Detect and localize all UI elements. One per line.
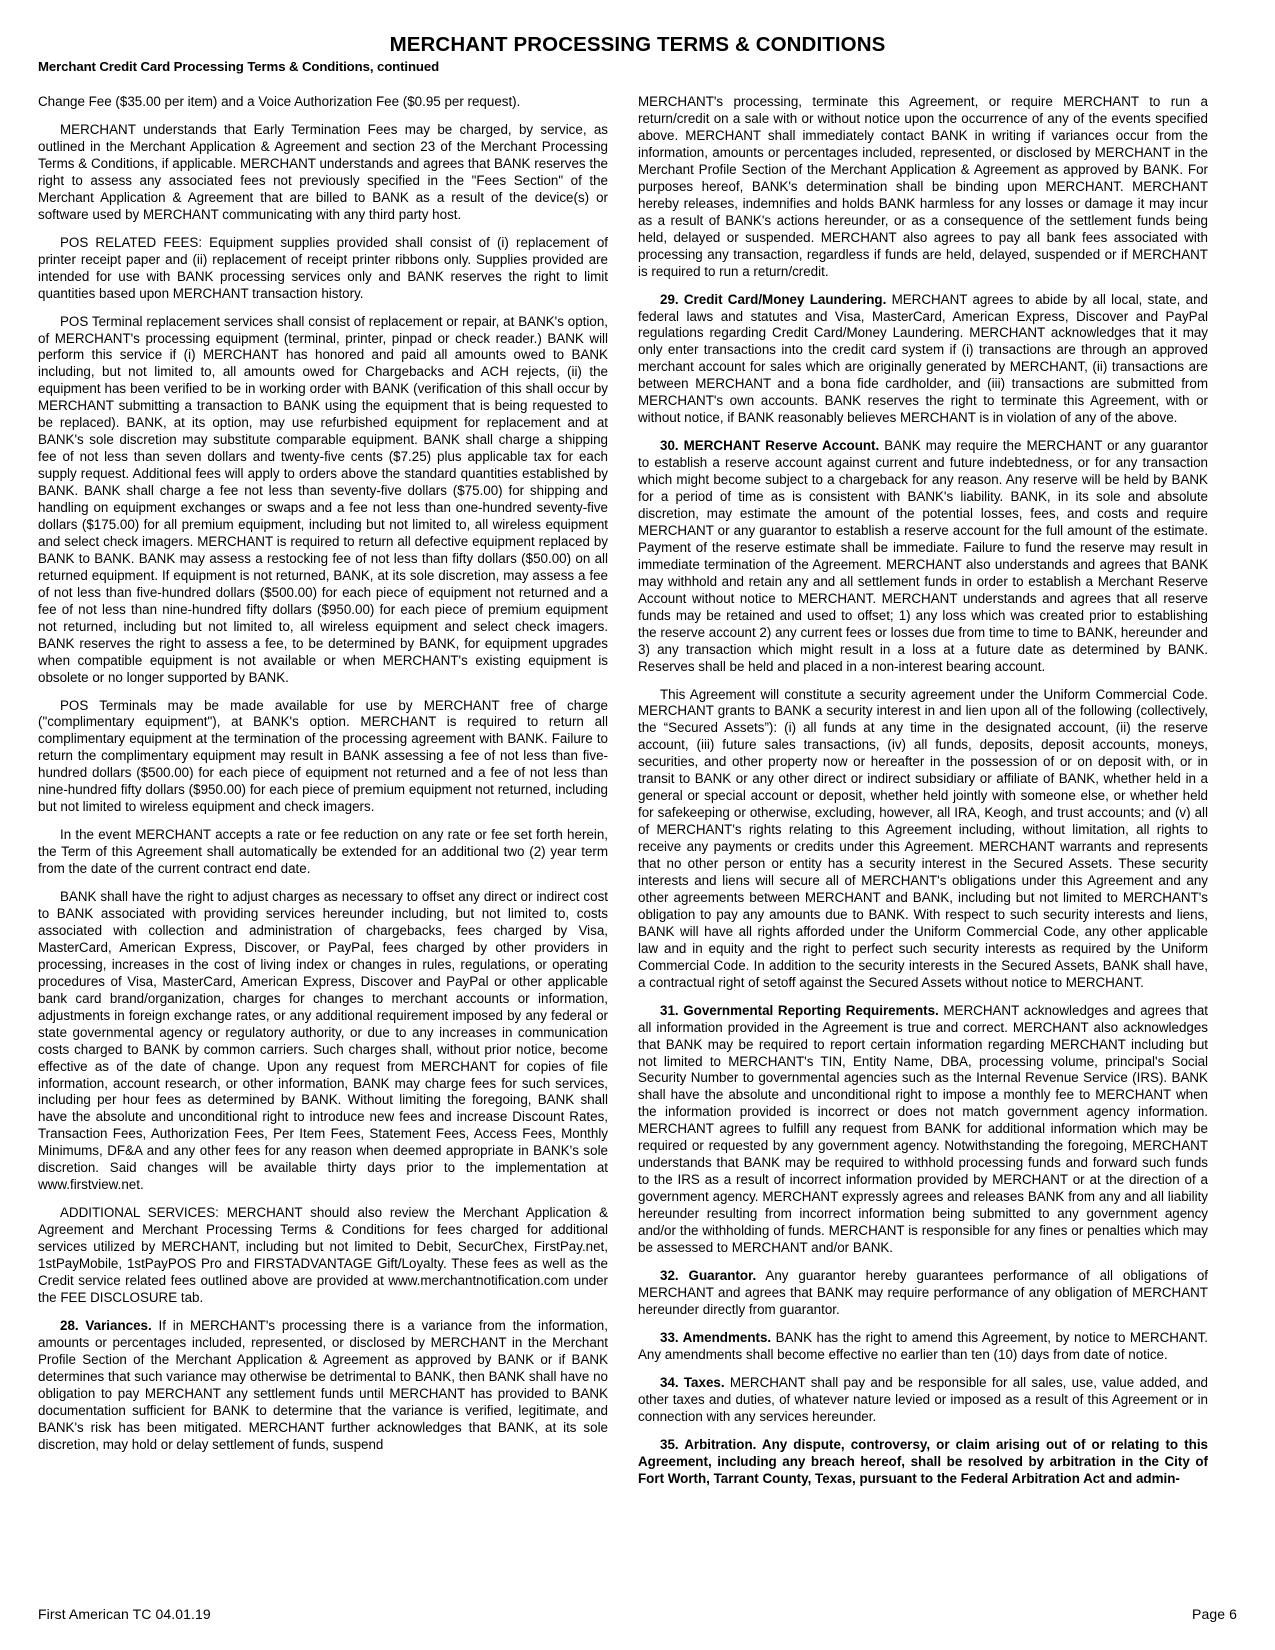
- paragraph-text: BANK has the right to amend this Agreement, by notice to MERCHANT. Any amendments shall become effective no earlier than ten (10) days from date of notice.: [638, 1329, 1208, 1362]
- paragraph: [638, 1268, 1208, 1319]
- footer-page-number: Page 6: [1192, 1606, 1237, 1622]
- paragraph-text: MERCHANT acknowledges and agrees that all information provided in the Agreement is true and correct. MERCHANT also acknowledges that BANK may be required to report certain information regarding MERCHANT including but not limited to MERCHANT's TIN, Entity Name, DBA, processing volume, principal's Social Security Number to governmental agencies such as the Internal Revenue Service (IRS). BANK shall have the absolute and unconditional right to impose a monthly fee to MERCHANT when the information provided is incorrect or does not match government agency information. MERCHANT agrees to fulfill any request from BANK for additional information which may be required or requested by any government agency. Notwithstanding the foregoing, MERCHANT understands that BANK may be required to withhold processing funds and forward such funds to the IRS as a result of incorrect information provided by MERCHANT or at the direction of a government agency. MERCHANT expressly agrees and releases BANK from any and all liability hereunder resulting from incorrect information being submitted to any government agency and/or the withholding of funds. MERCHANT is responsible for any fines or penalties which may be assessed to MERCHANT and/or BANK.: [638, 1002, 1208, 1256]
- page-footer: [38, 1606, 1237, 1622]
- paragraph-text: MERCHANT shall pay and be responsible for all sales, use, value added, and other taxes and duties, of whatever nature levied or imposed as a result of this Agreement or in connection with any services hereunder.: [638, 1374, 1209, 1424]
- paragraph: [638, 1375, 1208, 1426]
- paragraph: [638, 292, 1208, 428]
- footer-document-code: First American TC 04.01.19: [38, 1606, 211, 1622]
- section-heading-inline: 29. Credit Card/Money Laundering.: [660, 291, 887, 307]
- paragraph: BANK shall have the right to adjust charges as necessary to offset any direct or indirect cost to BANK associated with providing services hereunder including, but not limited to, costs associated with collection and administration of chargebacks, fees charged by Visa, MasterCard, American Express, Discover, or PayPal, fees charged by other providers in processing, increases in the cost of living index or changes in rules, regulations, or operating procedures of Visa, MasterCard, American Express, Discover and PayPal or other applicable bank card brand/organization, charges for changes to merchant accounts or information, adjustments in foreign exchange rates, or any additional requirement imposed by any federal or state governmental agency or regulatory authority, or due to any increases in communication costs charged to BANK by common carriers. Such charges shall, without prior notice, become effective as of the date of change. Upon any request from MERCHANT for copies of file information, account research, or other information, BANK may charge fees for such services, including per hour fees as determined by BANK. Without limiting the foregoing, BANK shall have the absolute and unconditional right to introduce new fees and increase Discount Rates, Transaction Fees, Authorization Fees, Per Item Fees, Statement Fees, Access Fees, Monthly Minimums, DF&A and any other fees for any reason when deemed appropriate in BANK's sole discretion. Said changes will be available thirty days prior to the implementation at www.firstview.net.: [38, 889, 608, 1193]
- paragraph: This Agreement will constitute a security agreement under the Uniform Commercial Code. MERCHANT grants to BANK a security interest in and lien upon all of the following (collectively, the “Secured Assets”): (i) all funds at any time in the designated account, (ii) the reserve account, (iii) future sales transactions, (iv) all funds, deposits, deposit accounts, moneys, securities, and other property now or hereafter in the possession of or on deposit with, or in transit to BANK or any other direct or indirect subsidiary or affiliate of BANK, whether held in a general or special account or deposit, whether held jointly with someone else, or whether held for safekeeping or otherwise, excluding, however, all IRA, Keogh, and trust accounts; and (v) all of MERCHANT's rights relating to this Agreement including, without limitation, all rights to receive any payments or credits under this Agreement. MERCHANT warrants and represents that no other person or entity has a security interest in the Secured Assets. These security interests and liens will secure all of MERCHANT's obligations under this Agreement and any other agreements between MERCHANT and BANK, including but not limited to MERCHANT's obligation to pay any amounts due to BANK. With respect to such security interests and liens, BANK will have all rights afforded under the Uniform Commercial Code, any other applicable law and in equity and the right to perfect such security interests as required by the Uniform Commercial Code. In addition to the security interests in the Secured Assets, BANK shall have, a contractual right of setoff against the Secured Assets without notice to MERCHANT.: [638, 686, 1208, 990]
- paragraph: MERCHANT's processing, terminate this Agreement, or require MERCHANT to run a return/credit on a sale with or without notice upon the occurrence of any of the events specified above. MERCHANT shall immediately contact BANK in writing if variances occur from the information, amounts or percentages included, represented, or disclosed by MERCHANT in the Merchant Profile Section of the Merchant Application & Agreement as approved by BANK. For purposes hereof, BANK's determination shall be binding upon MERCHANT. MERCHANT hereby releases, indemnifies and holds BANK harmless for any losses or damage it may incur as a result of BANK's actions hereunder, or as a consequence of the settlement funds being held, delayed or suspended. MERCHANT also agrees to pay all bank fees associated with processing any transaction, regardless if funds are held, delayed, suspended or if MERCHANT is required to run a return/credit.: [638, 94, 1208, 279]
- paragraph-text: If in MERCHANT's processing there is a variance from the information, amounts or percentages included, represented, or disclosed by MERCHANT in the Merchant Profile Section of the Merchant Application & Agreement as approved by BANK or if BANK determines that such variance may otherwise be detrimental to BANK, then BANK shall have no obligation to pay MERCHANT any settlement funds until MERCHANT has provided to BANK documentation sufficient for BANK to determine that the variance is verified, legitimate, and BANK's risk has been mitigated. MERCHANT further acknowledges that BANK, at its sole discretion, may hold or delay settlement of funds, suspend: [38, 1317, 608, 1452]
- paragraph: [638, 438, 1208, 675]
- paragraph: ADDITIONAL SERVICES: MERCHANT should also review the Merchant Application & Agreement and Merchant Processing Terms & Conditions for fees charged for additional services utilized by MERCHANT, including but not limited to Debit, SecurChex, FirstPay.net, 1stPayMobile, 1stPayPOS Pro and FIRSTADVANTAGE Gift/Loyalty. These fees as well as the Credit service related fees outlined above are provided at www.merchantnotification.com under the FEE DISCLOSURE tab.: [38, 1205, 608, 1305]
- paragraph: In the event MERCHANT accepts a rate or fee reduction on any rate or fee set forth herein, the Term of this Agreement shall automatically be extended for an additional two (2) year term from the date of the current contract end date.: [38, 827, 608, 877]
- section-heading-inline: 31. Governmental Reporting Requirements.: [660, 1002, 939, 1018]
- right-column: [638, 94, 1208, 1498]
- paragraph: POS Terminal replacement services shall consist of replacement or repair, at BANK's option, of MERCHANT's processing equipment (terminal, printer, pinpad or check reader.) BANK will perform this service if (i) MERCHANT has honored and paid all amounts owed to BANK including, but not limited to, all amounts owed for Chargebacks and ACH rejects, (ii) the equipment has been verified to be in working order with BANK (verification of this shall occur by MERCHANT submitting a transaction to BANK using the equipment that is being requested to be replaced). BANK, at its option, may use refurbished equipment for replacement and at BANK's sole discretion may substitute comparable equipment. BANK shall charge a shipping fee of not less than seven dollars and twenty-five cents ($7.25) plus applicable tax for each supply request. Additional fees will apply to orders above the standard quantities established by BANK. BANK shall charge a fee not less than seventy-five dollars ($75.00) for shipping and handling on equipment exchanges or swaps and a fee not less than one-hundred seventy-five dollars ($175.00) for all premium equipment, including but not limited to, all wireless equipment and select check imagers. MERCHANT is required to return all defective equipment replaced by BANK to BANK. BANK may assess a restocking fee of not less than fifty dollars ($50.00) on all returned equipment. If equipment is not returned, BANK, at its sole discretion, may assess a fee of not less than five-hundred dollars ($500.00) for each piece of equipment not returned and a fee of not less than nine-hundred fifty dollars ($950.00) for each piece of premium equipment not returned, including but not limited to, all wireless equipment and select check imagers. BANK reserves the right to assess a fee, to be determined by BANK, for equipment upgrades when compatible equipment is not available or when MERCHANT's existing equipment is obsolete or no longer supported by BANK.: [38, 313, 608, 685]
- paragraph-text: BANK may require the MERCHANT or any guarantor to establish a reserve account against current and future indebtedness, or for any transaction which might become subject to a chargeback for any reason. Any reserve will be held by BANK for a period of time as is consistent with BANK's liability. BANK, in its sole and absolute discretion, may estimate the amount of the potential losses, fees, and costs and require MERCHANT or any guarantor to establish a reserve account for the full amount of the estimate. Payment of the reserve estimate shall be immediate. Failure to fund the reserve may result in immediate termination of the Agreement. MERCHANT also understands and agrees that BANK may withhold and retain any and all settlement funds in order to establish a Merchant Reserve Account without notice to MERCHANT. MERCHANT understands and agrees that all reserve funds may be retained and used to offset; 1) any loss which was created prior to establishing the reserve account 2) any current fees or losses due from time to time to BANK, hereunder and 3) any transaction which might result in a loss at a future date as determined by BANK. Reserves shall be held and placed in a non-interest bearing account.: [638, 438, 1208, 674]
- paragraph: Change Fee ($35.00 per item) and a Voice Authorization Fee ($0.95 per request).: [38, 94, 521, 110]
- two-column-body: [38, 94, 1237, 1498]
- paragraph: 35. Arbitration. Any dispute, controversy, or claim arising out of or relating to this Agreement, including any breach hereof, shall be resolved by arbitration in the City of Fort Worth, Tarrant County, Texas, pursuant to the Federal Arbitration Act and admin-: [638, 1436, 1208, 1486]
- page-title: MERCHANT PROCESSING TERMS & CONDITIONS: [389, 33, 886, 56]
- section-heading-inline: 33. Amendments.: [660, 1329, 772, 1345]
- paragraph: POS RELATED FEES: Equipment supplies provided shall consist of (i) replacement of printer receipt paper and (ii) replacement of receipt printer ribbons only. Supplies provided are intended for use with BANK processing services only and BANK reserves the right to limit quantities based upon MERCHANT transaction history.: [38, 234, 608, 301]
- section-heading-inline: 28. Variances.: [60, 1317, 152, 1333]
- left-column: [38, 94, 608, 1498]
- section-heading-inline: 34. Taxes.: [660, 1374, 725, 1390]
- page-subtitle: Merchant Credit Card Processing Terms & Conditions, continued: [38, 58, 440, 74]
- paragraph: POS Terminals may be made available for use by MERCHANT free of charge ("complimentary equipment"), at BANK's option. MERCHANT is required to return all complimentary equipment at the termination of the processing agreement with BANK. Failure to return the complimentary equipment may result in BANK assessing a fee of not less than five-hundred dollars ($500.00) for each piece of equipment not returned and a fee of not less than nine-hundred fifty dollars ($950.00) for each piece of premium equipment not returned, including but not limited to wireless equipment and check imagers.: [38, 697, 608, 815]
- paragraph: [638, 1330, 1208, 1364]
- section-heading-inline: 32. Guarantor.: [660, 1267, 757, 1283]
- paragraph: MERCHANT understands that Early Termination Fees may be charged, by service, as outlined in the Merchant Application & Agreement and section 23 of the Merchant Processing Terms & Conditions, if applicable. MERCHANT understands and agrees that BANK reserves the right to assess any associated fees not previously specified in the "Fees Section" of the Merchant Application & Agreement that are billed to BANK as a result of the device(s) or software used by MERCHANT communicating with any third party host.: [38, 122, 608, 222]
- paragraph-text: Any guarantor hereby guarantees performance of all obligations of MERCHANT and agrees that BANK may require performance of any obligation of MERCHANT hereunder directly from guarantor.: [638, 1267, 1208, 1317]
- paragraph-text: MERCHANT agrees to abide by all local, state, and federal laws and statutes and Visa, MasterCard, American Express, Discover and PayPal regulations regarding Credit Card/Money Laundering. MERCHANT acknowledges that it may only enter transactions into the credit card system if (i) transactions are through an approved merchant account for sales which are originally generated by MERCHANT, (ii) transactions are between MERCHANT and a bona fide cardholder, and (iii) transactions are submitted from MERCHANT's own accounts. BANK reserves the right to terminate this Agreement, with or without notice, if BANK reasonably believes MERCHANT is in violation of any of the above.: [638, 291, 1208, 426]
- section-heading-inline: 30. MERCHANT Reserve Account.: [660, 438, 880, 454]
- paragraph: [38, 1318, 608, 1454]
- paragraph: [638, 1003, 1208, 1257]
